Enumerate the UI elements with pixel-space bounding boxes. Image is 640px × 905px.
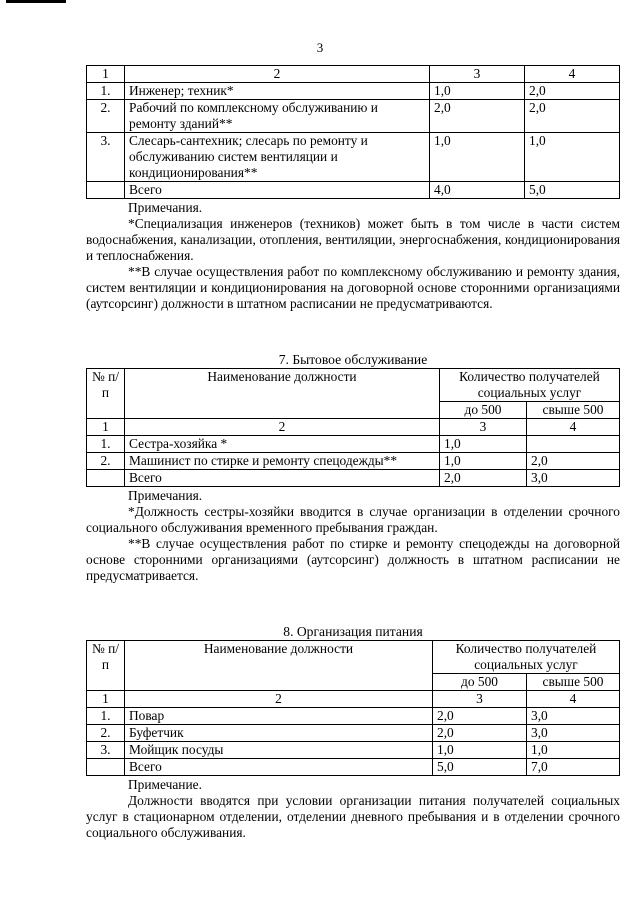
- colnum: 4: [527, 691, 620, 708]
- header-number: № п/п: [87, 369, 125, 419]
- value-cell: 1,0: [525, 133, 620, 182]
- header-over-500: свыше 500: [527, 674, 620, 691]
- position-name: Инженер; техник*: [125, 83, 430, 100]
- column-number-row: [87, 419, 620, 436]
- value-cell: 3,0: [527, 708, 620, 725]
- value-cell: 2,0: [525, 83, 620, 100]
- value-cell: 2,0: [433, 708, 527, 725]
- scan-edge-mark: [6, 0, 66, 3]
- position-name: Буфетчик: [125, 725, 433, 742]
- row-number: [87, 182, 125, 199]
- section-catering: [86, 624, 620, 841]
- value-cell: 1,0: [433, 742, 527, 759]
- row-number: 1.: [87, 83, 125, 100]
- total-row: [87, 470, 620, 487]
- note-paragraph: *Должность сестры-хозяйки вводится в случае организации в отделении срочного социального обслуживания временного пребывания граждан.: [86, 504, 620, 535]
- value-cell: [527, 436, 620, 453]
- value-cell: 1,0: [440, 453, 527, 470]
- position-name: Всего: [125, 470, 440, 487]
- table-row: [87, 453, 620, 470]
- colnum: 2: [125, 419, 440, 436]
- header-row: [87, 369, 620, 402]
- notes: [86, 200, 620, 312]
- table-row: [87, 708, 620, 725]
- table-row: [87, 742, 620, 759]
- colnum: 4: [527, 419, 620, 436]
- note-paragraph: *Специализация инженеров (техников) может быть в том числе в части систем водоснабжения, канализации, отопления, вентиляции, энергоснабжения, кондиционирования и теплоснабжения.: [86, 216, 620, 263]
- value-cell: 1,0: [527, 742, 620, 759]
- row-number: 1.: [87, 436, 125, 453]
- colnum: 1: [87, 419, 125, 436]
- position-name: Всего: [125, 182, 430, 199]
- column-number-row: [87, 691, 620, 708]
- table-row: [87, 133, 620, 182]
- value-cell: 1,0: [430, 133, 525, 182]
- note-paragraph: Должности вводятся при условии организации питания получателей социальных услуг в стационарном отделении, отделении дневного пребывания и в отделении срочного социального обслуживания.: [86, 793, 620, 840]
- colnum: 2: [125, 66, 430, 83]
- value-cell: 5,0: [433, 759, 527, 776]
- header-number: № п/п: [87, 641, 125, 691]
- row-number: 2.: [87, 725, 125, 742]
- row-number: 2.: [87, 453, 125, 470]
- table-household: [86, 368, 620, 487]
- header-position: Наименование должности: [125, 369, 440, 419]
- value-cell: 1,0: [440, 436, 527, 453]
- total-row: [87, 182, 620, 199]
- colnum: 1: [87, 66, 125, 83]
- position-name: Сестра-хозяйка *: [125, 436, 440, 453]
- notes: [86, 777, 620, 841]
- notes: [86, 488, 620, 584]
- value-cell: 3,0: [527, 470, 620, 487]
- position-name: Рабочий по комплексному обслуживанию и ремонту зданий**: [125, 100, 430, 133]
- total-row: [87, 759, 620, 776]
- colnum: 2: [125, 691, 433, 708]
- table-catering: [86, 640, 620, 776]
- section-household-service: [86, 352, 620, 584]
- value-cell: 1,0: [430, 83, 525, 100]
- position-name: Всего: [125, 759, 433, 776]
- row-number: 2.: [87, 100, 125, 133]
- table-row: [87, 100, 620, 133]
- table-row: [87, 725, 620, 742]
- colnum: 3: [440, 419, 527, 436]
- table-row: [87, 436, 620, 453]
- value-cell: 2,0: [430, 100, 525, 133]
- page-number: 3: [316, 40, 324, 55]
- staff-table-continued: [86, 65, 620, 312]
- value-cell: 4,0: [430, 182, 525, 199]
- header-row: [87, 641, 620, 674]
- colnum: 3: [430, 66, 525, 83]
- notes-heading: Примечания.: [128, 488, 203, 503]
- header-up-to-500: до 500: [440, 402, 527, 419]
- table-1: [86, 65, 620, 199]
- position-name: Повар: [125, 708, 433, 725]
- value-cell: 2,0: [433, 725, 527, 742]
- row-number: 3.: [87, 133, 125, 182]
- header-recipients: Количество получателей социальных услуг: [440, 369, 620, 402]
- row-number: 3.: [87, 742, 125, 759]
- position-name: Слесарь-сантехник; слесарь по ремонту и обслуживанию систем вентиляции и кондиционирования**: [125, 133, 430, 182]
- note-paragraph: **В случае осуществления работ по стирке и ремонту спецодежды на договорной основе сторонними организациями (аутсорсинг) должность в штатном расписании не предусматривается.: [86, 536, 620, 583]
- value-cell: 2,0: [440, 470, 527, 487]
- section-title: 8. Организация питания: [283, 624, 423, 639]
- section-title: 7. Бытовое обслуживание: [278, 352, 428, 367]
- header-over-500: свыше 500: [527, 402, 620, 419]
- row-number: 1.: [87, 708, 125, 725]
- colnum: 1: [87, 691, 125, 708]
- row-number: [87, 470, 125, 487]
- value-cell: 2,0: [527, 453, 620, 470]
- position-name: Машинист по стирке и ремонту спецодежды**: [125, 453, 440, 470]
- colnum: 4: [525, 66, 620, 83]
- header-position: Наименование должности: [125, 641, 433, 691]
- row-number: [87, 759, 125, 776]
- value-cell: 7,0: [527, 759, 620, 776]
- position-name: Мойщик посуды: [125, 742, 433, 759]
- note-paragraph: **В случае осуществления работ по комплексному обслуживанию и ремонту здания, систем вентиляции и кондиционирования на договорной основе сторонними организациями (аутсорсинг) должности в штатном расписании не предусматриваются.: [86, 264, 620, 311]
- column-number-row: [87, 66, 620, 83]
- header-up-to-500: до 500: [433, 674, 527, 691]
- value-cell: 2,0: [525, 100, 620, 133]
- header-recipients: Количество получателей социальных услуг: [433, 641, 620, 674]
- table-row: [87, 83, 620, 100]
- value-cell: 5,0: [525, 182, 620, 199]
- colnum: 3: [433, 691, 527, 708]
- notes-heading: Примечание.: [128, 777, 202, 792]
- notes-heading: Примечания.: [128, 200, 203, 215]
- value-cell: 3,0: [527, 725, 620, 742]
